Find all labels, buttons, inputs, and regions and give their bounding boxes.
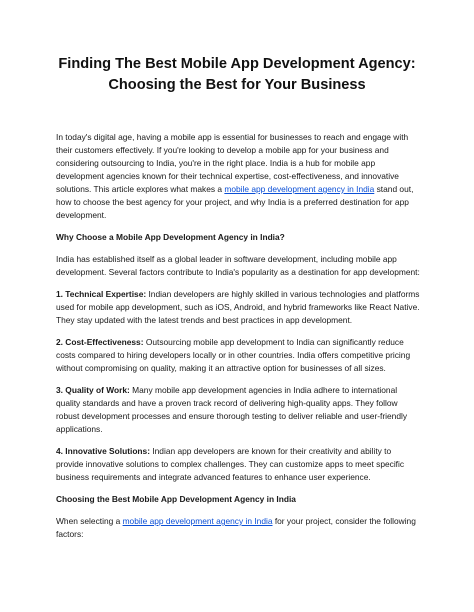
intro-text-before-link: In today's digital age, having a mobile app is essential for businesses to reach and engage with their customers effectively. If you're looking to develop a mobile app for your business and considering outsourcing to India, you're in the right place. India is a hub for mobile app development agencies known for their technical expertise, cost-effectiveness, and innovative solutions. This article explores what makes a — [56, 132, 409, 194]
point-text: Many mobile app development agencies in India adhere to international quality standards and have a proven track record of delivering high-quality apps. They follow robust development processes and ensure thorough testing to deliver reliable and user-friendly applications. — [56, 385, 408, 434]
point-cost-effectiveness — [56, 336, 420, 375]
why-paragraph: India has established itself as a global leader in software development, including mobile app development. Several factors contribute to India's popularity as a destination for app development: — [56, 254, 420, 277]
document-title: Finding The Best Mobile App Development Agency: Choosing the Best for Your Business — [58, 56, 416, 93]
point-text: Indian developers are highly skilled in various technologies and platforms used for mobile app development, such as iOS, Android, and hybrid frameworks like React Native. They stay updated with the latest trends and best practices in app development. — [56, 289, 420, 325]
point-label: 4. Innovative Solutions: — [56, 446, 150, 456]
point-label: 2. Cost-Effectiveness: — [56, 337, 144, 347]
choose-link-mobile-app-agency[interactable]: mobile app development agency in India — [122, 516, 273, 526]
point-text: Indian app developers are known for their creativity and ability to provide innovative solutions to complex challenges. They can customize apps to meet specific business requirements and integrate advanced features to enhance user experience. — [56, 446, 405, 482]
intro-link-mobile-app-agency[interactable]: mobile app development agency in India — [224, 184, 375, 194]
point-quality-of-work — [56, 384, 420, 436]
document-body — [56, 131, 420, 550]
point-text: Outsourcing mobile app development to India can significantly reduce costs compared to hiring developers locally or in other countries. India offers competitive pricing without compromising on quality, making it an attractive option for businesses of all sizes. — [56, 337, 411, 373]
choose-text-after-link: for your project, consider the following factors: — [56, 516, 416, 539]
intro-text-after-link: stand out, how to choose the best agency for your project, and why India is a preferred destination for app development. — [56, 184, 414, 220]
point-label: 3. Quality of Work: — [56, 385, 130, 395]
choose-text-before-link: When selecting a — [56, 516, 123, 526]
section-heading-choosing: Choosing the Best Mobile App Development Agency in India — [56, 494, 296, 504]
point-label: 1. Technical Expertise: — [56, 289, 147, 299]
point-innovative-solutions — [56, 445, 420, 484]
point-technical-expertise — [56, 288, 420, 327]
section-heading-why-india: Why Choose a Mobile App Development Agency in India? — [56, 232, 285, 242]
choose-paragraph — [56, 515, 420, 541]
intro-paragraph — [56, 131, 420, 222]
